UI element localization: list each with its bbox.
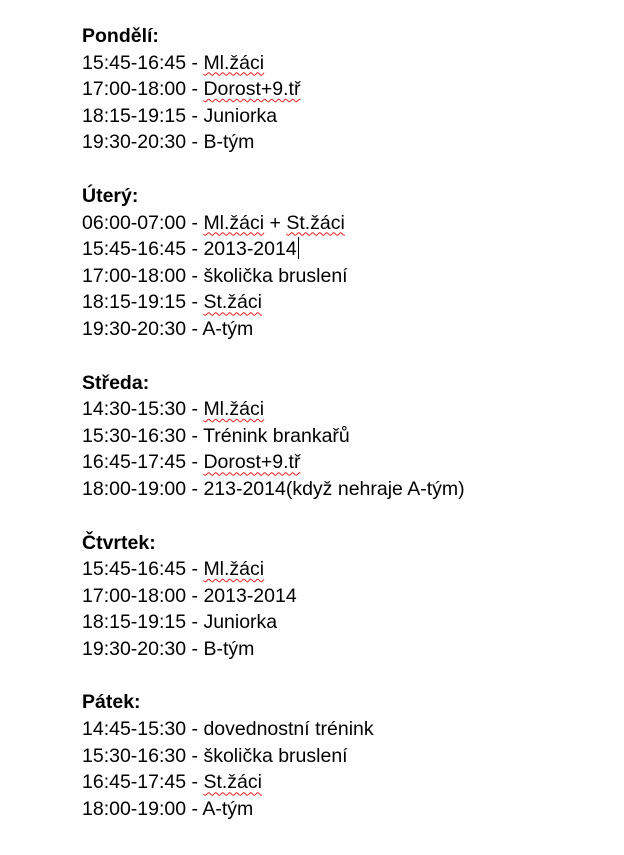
entry-time: 18:15-19:15 bbox=[82, 291, 187, 314]
entry-time: 18:15-19:15 bbox=[82, 104, 187, 127]
entry-group: školička bruslení bbox=[203, 744, 348, 767]
schedule-entry bbox=[82, 396, 612, 423]
entry-time: 15:45-16:45 bbox=[82, 558, 187, 581]
entry-group: Dorost+9.tř bbox=[203, 451, 301, 474]
schedule bbox=[82, 23, 612, 822]
entry-separator: - bbox=[186, 744, 204, 767]
schedule-entry bbox=[82, 289, 612, 316]
entry-time: 19:30-20:30 bbox=[82, 637, 187, 660]
entry-time: 15:30-16:30 bbox=[82, 424, 187, 447]
entry-separator: - bbox=[186, 317, 203, 340]
entry-time: 18:15-19:15 bbox=[82, 611, 187, 634]
schedule-entry bbox=[82, 636, 612, 663]
entry-group: St.žáci bbox=[203, 291, 262, 314]
schedule-entry bbox=[82, 103, 612, 130]
schedule-entry bbox=[82, 76, 612, 103]
entry-group: Trénink brankařů bbox=[203, 424, 350, 447]
text-cursor bbox=[298, 237, 299, 259]
day-section bbox=[82, 183, 612, 343]
entry-time: 15:45-16:45 bbox=[82, 51, 187, 74]
schedule-entry bbox=[82, 236, 612, 263]
entry-separator: - bbox=[186, 78, 204, 101]
entry-group: Dorost+9.tř bbox=[203, 78, 301, 101]
entry-time: 15:30-16:30 bbox=[82, 744, 187, 767]
entry-group: Ml.žáci bbox=[203, 51, 265, 74]
day-section bbox=[82, 23, 612, 156]
entry-separator: - bbox=[186, 264, 204, 287]
entry-group: B-tým bbox=[203, 131, 255, 154]
day-title: Pátek: bbox=[82, 691, 141, 714]
entry-time: 19:30-20:30 bbox=[82, 317, 187, 340]
entry-separator: - bbox=[186, 291, 204, 314]
entry-separator: - bbox=[186, 718, 204, 741]
entry-separator: - bbox=[186, 398, 204, 421]
entry-separator: - bbox=[186, 238, 204, 261]
entry-group: A-tým bbox=[202, 317, 254, 340]
entry-group-secondary: St.žáci bbox=[286, 211, 345, 234]
schedule-entry bbox=[82, 716, 612, 743]
schedule-entry bbox=[82, 583, 612, 610]
entry-group: Juniorka bbox=[203, 104, 278, 127]
entry-separator: - bbox=[186, 451, 204, 474]
entry-group: Ml.žáci bbox=[203, 398, 265, 421]
entry-group: Ml.žáci bbox=[203, 558, 265, 581]
entry-group: Ml.žáci bbox=[203, 211, 265, 234]
day-title: Úterý: bbox=[82, 184, 139, 207]
entry-time: 06:00-07:00 bbox=[82, 211, 187, 234]
schedule-entry bbox=[82, 423, 612, 450]
entry-time: 17:00-18:00 bbox=[82, 584, 187, 607]
entry-time: 14:45-15:30 bbox=[82, 718, 187, 741]
entry-separator: - bbox=[186, 424, 204, 447]
schedule-entry bbox=[82, 50, 612, 77]
entry-group: A-tým bbox=[202, 797, 254, 820]
day-title: Středa: bbox=[82, 371, 150, 394]
entry-time: 19:30-20:30 bbox=[82, 131, 187, 154]
schedule-entry bbox=[82, 316, 612, 343]
entry-time: 18:00-19:00 bbox=[82, 477, 187, 500]
day-section bbox=[82, 689, 612, 822]
entry-separator: - bbox=[186, 611, 204, 634]
entry-time: 14:30-15:30 bbox=[82, 398, 187, 421]
schedule-entry bbox=[82, 556, 612, 583]
schedule-entry bbox=[82, 263, 612, 290]
entry-time: 18:00-19:00 bbox=[82, 797, 187, 820]
entry-separator: - bbox=[186, 797, 203, 820]
entry-time: 17:00-18:00 bbox=[82, 264, 187, 287]
entry-group: dovednostní trénink bbox=[203, 718, 374, 741]
entry-separator: - bbox=[186, 558, 204, 581]
schedule-entry bbox=[82, 609, 612, 636]
entry-separator: - bbox=[186, 131, 204, 154]
schedule-entry bbox=[82, 449, 612, 476]
entry-joiner: + bbox=[264, 211, 287, 234]
document-body[interactable] bbox=[82, 23, 612, 849]
schedule-entry bbox=[82, 796, 612, 823]
entry-group: St.žáci bbox=[203, 771, 262, 794]
entry-group: školička bruslení bbox=[203, 264, 348, 287]
entry-separator: - bbox=[186, 637, 204, 660]
entry-time: 16:45-17:45 bbox=[82, 451, 187, 474]
entry-group: B-tým bbox=[203, 637, 255, 660]
day-section bbox=[82, 530, 612, 663]
entry-group: 213-2014(když nehraje A-tým) bbox=[203, 477, 465, 500]
schedule-entry bbox=[82, 769, 612, 796]
entry-group: Juniorka bbox=[203, 611, 278, 634]
entry-group: 2013-2014 bbox=[203, 238, 297, 261]
entry-group: 2013-2014 bbox=[203, 584, 297, 607]
day-title: Čtvrtek: bbox=[82, 531, 156, 554]
schedule-entry bbox=[82, 743, 612, 770]
entry-separator: - bbox=[186, 211, 204, 234]
schedule-entry bbox=[82, 210, 612, 237]
entry-separator: - bbox=[186, 584, 204, 607]
entry-time: 15:45-16:45 bbox=[82, 238, 187, 261]
entry-time: 17:00-18:00 bbox=[82, 78, 187, 101]
entry-separator: - bbox=[186, 104, 204, 127]
day-section bbox=[82, 370, 612, 503]
schedule-entry bbox=[82, 129, 612, 156]
entry-separator: - bbox=[186, 477, 204, 500]
entry-separator: - bbox=[186, 771, 204, 794]
entry-separator: - bbox=[186, 51, 204, 74]
day-title: Pondělí: bbox=[82, 25, 159, 47]
schedule-entry bbox=[82, 476, 612, 503]
entry-time: 16:45-17:45 bbox=[82, 771, 187, 794]
